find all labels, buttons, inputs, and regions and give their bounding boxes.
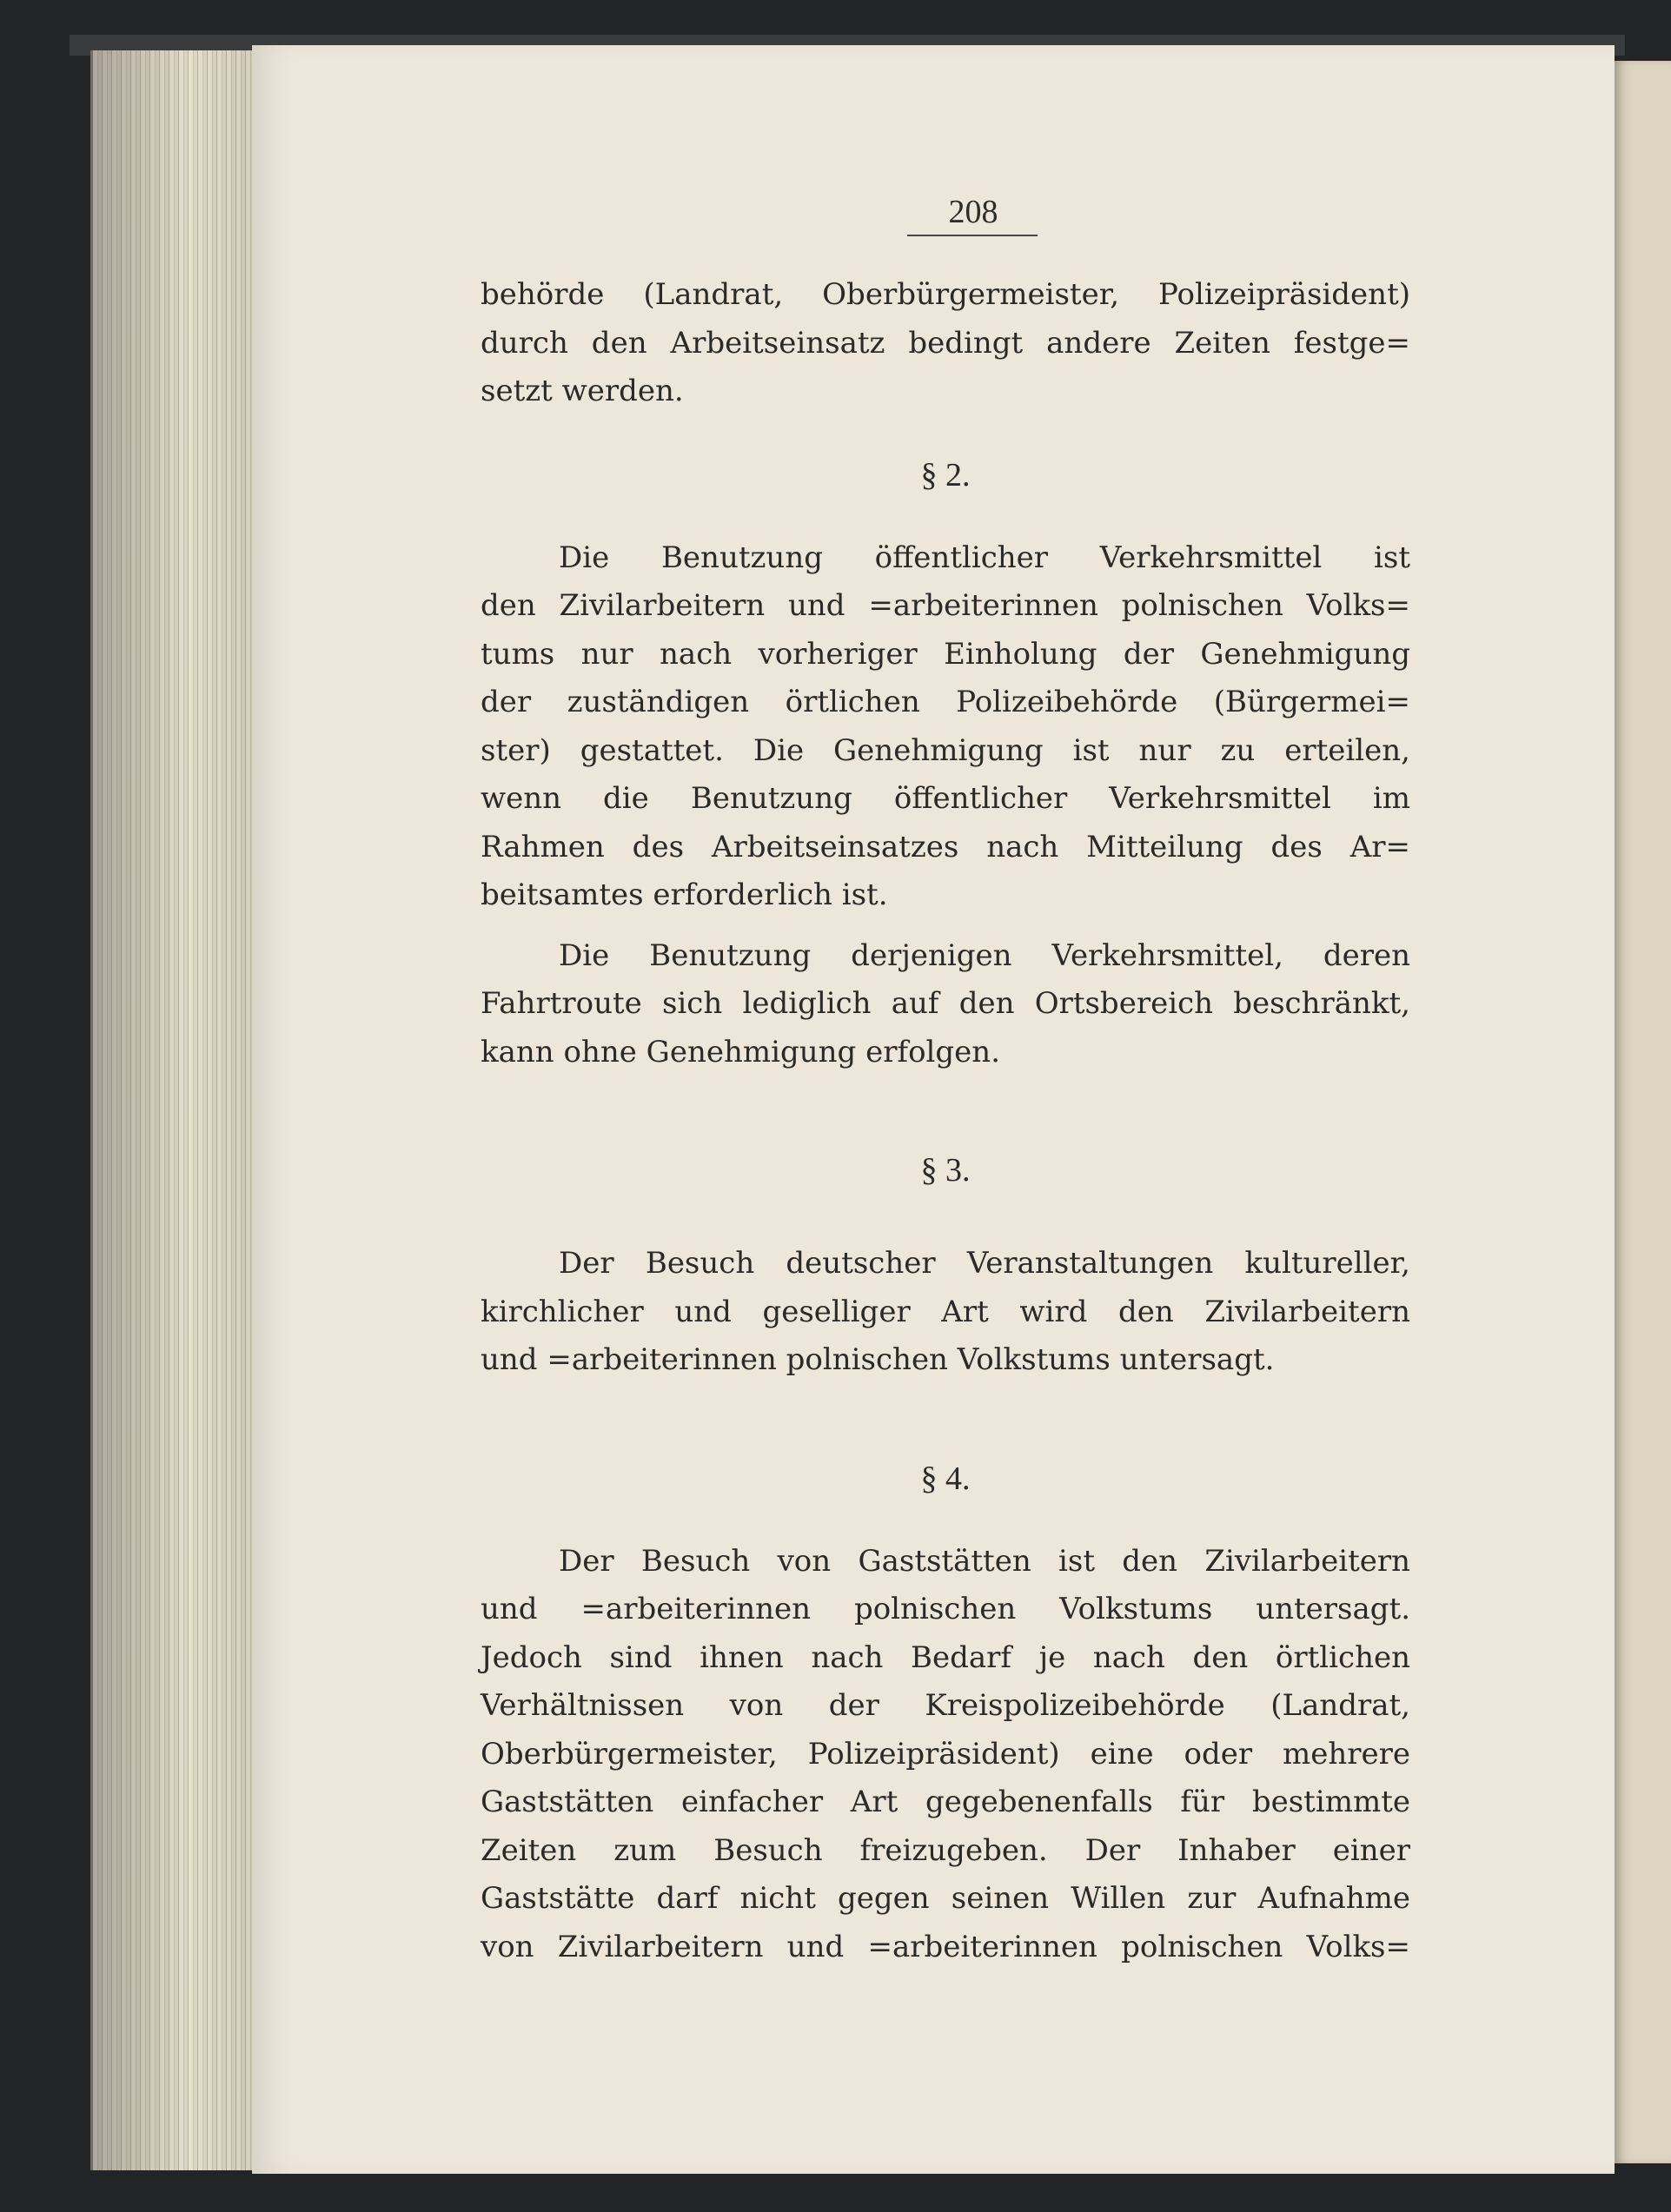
text-line: kann ohne Genehmigung erfolgen. — [481, 1034, 1001, 1070]
text-line: wenn die Benutzung öffentlicher Verkehrsmittel im — [481, 781, 1410, 816]
text-line: kirchlicher und geselliger Art wird den Zivilarbeitern — [481, 1294, 1410, 1329]
section-heading: § 2. — [920, 456, 971, 493]
text-line: setzt werden. — [481, 374, 684, 408]
text-line: Die Benutzung derjenigen Verkehrsmittel, deren — [559, 937, 1410, 973]
section-heading: § 4. — [920, 1460, 971, 1497]
next-page-edge — [1615, 61, 1671, 2163]
paragraph — [481, 932, 1410, 1077]
section-2 — [481, 451, 1410, 1077]
page-number-rule — [907, 235, 1038, 236]
text-line: Jedoch sind ihnen nach Bedarf je nach den örtlichen — [481, 1639, 1410, 1675]
text-line: Gaststätte darf nicht gegen seinen Willen zur Aufnahme — [481, 1881, 1410, 1916]
page-edges-shade — [90, 50, 255, 2170]
body-text — [481, 271, 1410, 1971]
text-line: Der Besuch deutscher Veranstaltungen kultureller, — [559, 1246, 1410, 1281]
section-heading: § 3. — [920, 1152, 971, 1189]
text-line: Die Benutzung öffentlicher Verkehrsmittel ist — [559, 540, 1410, 575]
paragraph — [481, 534, 1410, 920]
text-line: Zeiten zum Besuch freizugeben. Der Inhaber einer — [481, 1832, 1410, 1868]
text-line: und =arbeiterinnen polnischen Volkstums untersagt. — [481, 1592, 1410, 1626]
text-line: Gaststätten einfacher Art gegebenenfalls für bestimmte — [481, 1785, 1410, 1819]
text-line: tums nur nach vorheriger Einholung der Genehmigung — [481, 636, 1410, 672]
text-line: und =arbeiterinnen polnischen Volkstums untersagt. — [481, 1342, 1275, 1377]
text-line: Oberbürgermeister, Polizeipräsident) eine oder mehrere — [481, 1736, 1410, 1772]
page-number: 208 — [948, 194, 998, 230]
section-3 — [481, 1146, 1410, 1385]
text-line: der zuständigen örtlichen Polizeibehörde (Bürgermei= — [481, 685, 1410, 719]
text-line: den Zivilarbeitern und =arbeiterinnen polnischen Volks= — [481, 588, 1410, 623]
paragraph — [481, 1538, 1410, 1972]
section-4 — [481, 1454, 1410, 1972]
text-line: beitsamtes erforderlich ist. — [481, 878, 888, 912]
text-line: Rahmen des Arbeitseinsatzes nach Mitteilung des Ar= — [481, 829, 1410, 864]
text-line: ster) gestattet. Die Genehmigung ist nur zu erteilen, — [481, 732, 1410, 768]
text-line: durch den Arbeitseinsatz bedingt andere Zeiten festge= — [481, 325, 1410, 361]
paragraph — [481, 271, 1410, 416]
text-line: behörde (Landrat, Oberbürgermeister, Polizeipräsident) — [481, 277, 1410, 312]
text-line: Fahrtroute sich lediglich auf den Ortsbereich beschränkt, — [481, 986, 1410, 1021]
text-line: von Zivilarbeitern und =arbeiterinnen polnischen Volks= — [481, 1929, 1410, 1964]
text-line: Verhältnissen von der Kreispolizeibehörde (Landrat, — [481, 1688, 1410, 1723]
text-line: Der Besuch von Gaststätten ist den Zivilarbeitern — [559, 1543, 1410, 1579]
paragraph — [481, 1240, 1410, 1385]
section-continuation — [481, 271, 1410, 416]
